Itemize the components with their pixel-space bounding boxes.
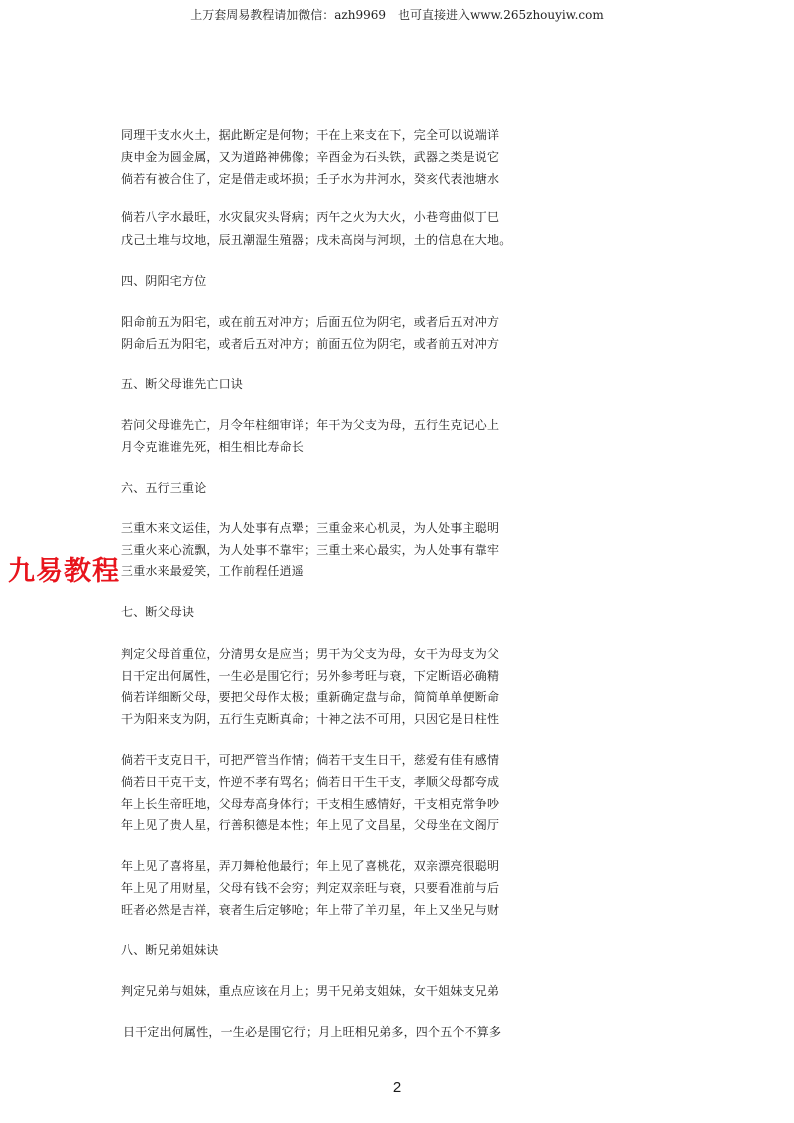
text-line: 倘若干支克日干，可把严管当作情；倘若干支生日干，慈爱有佳有感情 xyxy=(121,753,500,767)
text-line: 三重木来文运佳，为人处事有点犟；三重金来心机灵，为人处事主聪明 xyxy=(121,521,500,535)
text-line: 年上见了喜将星，弄刀舞枪他最行；年上见了喜桃花，双亲漂亮很聪明 xyxy=(121,859,500,873)
watermark-logo: 九易教程 xyxy=(8,556,120,587)
text-line: 月令克谁谁先死，相生相比寿命长 xyxy=(121,440,305,454)
text-line: 干为阳来支为阴，五行生克断真命；十神之法不可用，只因它是日柱性 xyxy=(121,712,500,726)
section-heading: 八、断兄弟姐妹诀 xyxy=(121,943,219,957)
text-line: 日干定出何属性，一生必是围它行；另外参考旺与衰，下定断语必确精 xyxy=(121,669,500,683)
text-line: 三重水来最爱笑，工作前程任逍遥 xyxy=(121,564,305,578)
section-heading: 六、五行三重论 xyxy=(121,481,207,495)
text-line: 倘若日干克干支，忤逆不孝有骂名；倘若日干生干支，孝顺父母都夸成 xyxy=(121,775,500,789)
text-line: 庚申金为圆金属，又为道路神佛像；辛酉金为石头铁，武器之类是说它 xyxy=(121,150,500,164)
page-number: 2 xyxy=(392,1079,402,1096)
section-heading: 五、断父母谁先亡口诀 xyxy=(121,377,244,391)
text-line: 旺者必然是吉祥，衰者生后定够呛；年上带了羊刃星，年上又坐兄与财 xyxy=(121,903,500,917)
text-line: 三重火来心流飘，为人处事不靠牢；三重土来心最实，为人处事有靠牢 xyxy=(121,543,500,557)
text-line: 戊己土堆与坟地，辰丑潮湿生殖器；戌未高岗与河坝，土的信息在大地。 xyxy=(121,233,512,247)
section-heading: 四、阴阳宅方位 xyxy=(121,274,207,288)
text-line: 判定父母首重位，分清男女是应当；男干为父支为母，女干为母支为父 xyxy=(121,647,500,661)
text-line: 日干定出何属性，一生必是围它行；月上旺相兄弟多，四个五个不算多 xyxy=(123,1025,502,1039)
section-heading: 七、断父母诀 xyxy=(121,605,195,619)
text-line: 阴命后五为阳宅，或者后五对冲方；前面五位为阴宅，或者前五对冲方 xyxy=(121,337,500,351)
text-line: 年上见了贵人星，行善积德是本性；年上见了文昌星，父母坐在文阁厅 xyxy=(121,818,500,832)
text-line: 倘若详细断父母，要把父母作太极；重新确定盘与命，简简单单便断命 xyxy=(121,690,500,704)
text-line: 年上见了用财星，父母有钱不会穷；判定双亲旺与衰，只要看准前与后 xyxy=(121,881,500,895)
text-line: 若问父母谁先亡，月令年柱细审详；年干为父支为母，五行生克记心上 xyxy=(121,418,500,432)
page-header: 上万套周易教程请加微信：azh9969 也可直接进入www.265zhouyiw.com xyxy=(190,8,604,22)
text-line: 阳命前五为阳宅，或在前五对冲方；后面五位为阴宅，或者后五对冲方 xyxy=(121,315,500,329)
text-line: 同理干支水火土，据此断定是何物；干在上来支在下，完全可以说端详 xyxy=(121,128,500,142)
text-line: 倘若八字水最旺，水灾鼠灾头肾病；丙午之火为大火，小巷弯曲似丁巳 xyxy=(121,210,500,224)
text-line: 年上长生帝旺地，父母寿高身体行；干支相生感情好，干支相克常争吵 xyxy=(121,797,500,811)
text-line: 判定兄弟与姐妹，重点应该在月上；男干兄弟支姐妹，女干姐妹支兄弟 xyxy=(121,984,500,998)
text-line: 倘若有被合住了，定是借走或坏损；壬子水为井河水，癸亥代表池塘水 xyxy=(121,172,500,186)
